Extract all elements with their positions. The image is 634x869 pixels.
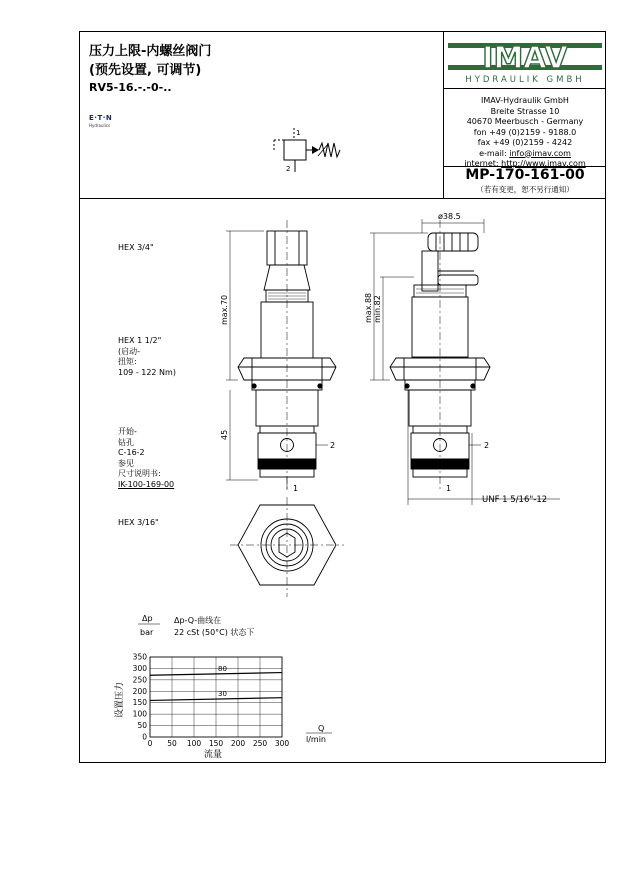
company-city: 40670 Meerbusch - Germany <box>466 117 584 126</box>
email-label: e-mail: <box>479 148 510 158</box>
port2-left: 2 <box>330 441 336 450</box>
chart-y-tick: 200 <box>132 686 147 696</box>
eaton-logo: E·T·N <box>89 114 113 122</box>
dim-45: 45 <box>220 429 229 440</box>
note-hex-small: HEX 3/16" <box>118 518 159 527</box>
valve-symbol-icon <box>270 126 346 174</box>
technical-drawing <box>200 205 580 605</box>
company-phone: fon +49 (0)2159 - 9188.0 <box>473 127 577 137</box>
note-hex-body-l2: (启动- <box>118 346 141 356</box>
doc-number: MP-170-161-00 <box>465 167 585 183</box>
chart-xlabel-unit: l/min <box>306 735 327 744</box>
chart-ylabel-unit: bar <box>140 628 154 637</box>
chart-xlabel: 流量 <box>204 750 223 760</box>
model-code: RV5-16.-.-0-.. <box>89 81 172 94</box>
note-cavity-ref-link[interactable]: IK-100-169-00 <box>118 479 175 489</box>
imav-logo-sub: HYDRAULIK GMBH <box>465 75 585 85</box>
chart-x-tick: 200 <box>230 739 246 748</box>
note-hex-top: HEX 3/4" <box>118 243 154 252</box>
chart-plot-area <box>133 653 290 749</box>
chart-y-tick: 0 <box>142 732 147 742</box>
company-fax: fax +49 (0)2159 - 4242 <box>477 138 573 147</box>
title-line2: (预先设置, 可调节) <box>89 63 202 78</box>
company-street: Breite Strasse 10 <box>490 106 560 116</box>
symbol-port1: 1 <box>296 129 301 137</box>
email-link[interactable]: info@imav.com <box>509 148 571 158</box>
chart-y-tick: 250 <box>132 675 147 685</box>
chart-y-tick: 100 <box>132 709 147 719</box>
dim-min82: min.82 <box>373 295 382 323</box>
chart-y-tick: 150 <box>132 698 147 708</box>
note-cavity-l3: C-16-2 <box>118 448 145 457</box>
chart-y-tick: 350 <box>132 652 147 662</box>
chart-x-tick: 300 <box>274 739 290 748</box>
note-cavity <box>118 427 174 490</box>
chart-x-tick: 0 <box>147 739 153 748</box>
company-address <box>444 96 606 170</box>
chart-subtitle: 22 cSt (50°C) 状态下 <box>174 628 255 637</box>
imav-logo-icon <box>448 39 602 85</box>
port1-left: 1 <box>293 484 299 493</box>
note-hex-body-l1: HEX 1 1/2" <box>118 336 162 345</box>
chart-x-tick: 50 <box>167 739 177 748</box>
company-name: IMAV-Hydraulik GmbH <box>481 96 569 105</box>
chart-series-label: 80 <box>218 664 227 673</box>
symbol-port2: 2 <box>286 165 291 173</box>
note-cavity-l2: 钻孔 <box>118 437 134 447</box>
chart-y-tick: 300 <box>132 663 147 673</box>
internet-label: internet: <box>464 159 502 168</box>
imav-logo-text: IMAV <box>482 41 568 76</box>
note-cavity-l5: 尺寸说明书: <box>118 469 161 478</box>
note-cavity-l1: 开始- <box>118 427 137 436</box>
port2-right: 2 <box>484 441 490 450</box>
company-email-line <box>444 149 606 160</box>
title-line1: 压力上限-内螺丝阀门 <box>89 44 212 59</box>
chart-ylabel: 设置压力 <box>115 681 125 718</box>
dim-max88: max.88 <box>364 292 373 323</box>
note-hex-body-l4: 109 - 122 Nm) <box>118 367 176 377</box>
note-cavity-l4: 参见 <box>118 458 134 468</box>
port1-right: 1 <box>446 484 452 493</box>
chart-x-tick: 250 <box>252 739 268 748</box>
header-bottom-rule <box>79 198 606 199</box>
chart-y-tick: 50 <box>137 721 147 731</box>
thread-spec: UNF 1 5/16"-12 <box>482 495 548 505</box>
internet-link[interactable]: http://www.imav.com <box>501 159 586 168</box>
chart-x-tick: 100 <box>186 739 202 748</box>
note-hex-body <box>118 336 176 378</box>
chart-ylabel-top: Δp <box>142 614 153 623</box>
dim-diameter: ø38.5 <box>438 212 461 221</box>
chart-title: Δp-Q-曲线在 <box>174 616 222 625</box>
dim-max70: max.70 <box>220 294 229 325</box>
chart-x-tick: 150 <box>208 739 224 748</box>
chart-series-label: 30 <box>218 690 227 699</box>
imav-logo <box>448 39 602 85</box>
note-hex-body-l3: 扭矩: <box>118 357 137 366</box>
chart-xlabel-top: Q <box>318 724 325 733</box>
eaton-sub: Hydraulics <box>89 123 111 128</box>
change-notice: （若有变更，恕不另行通知） <box>476 185 574 194</box>
logo-rule <box>443 88 606 89</box>
dp-q-chart <box>100 612 350 760</box>
